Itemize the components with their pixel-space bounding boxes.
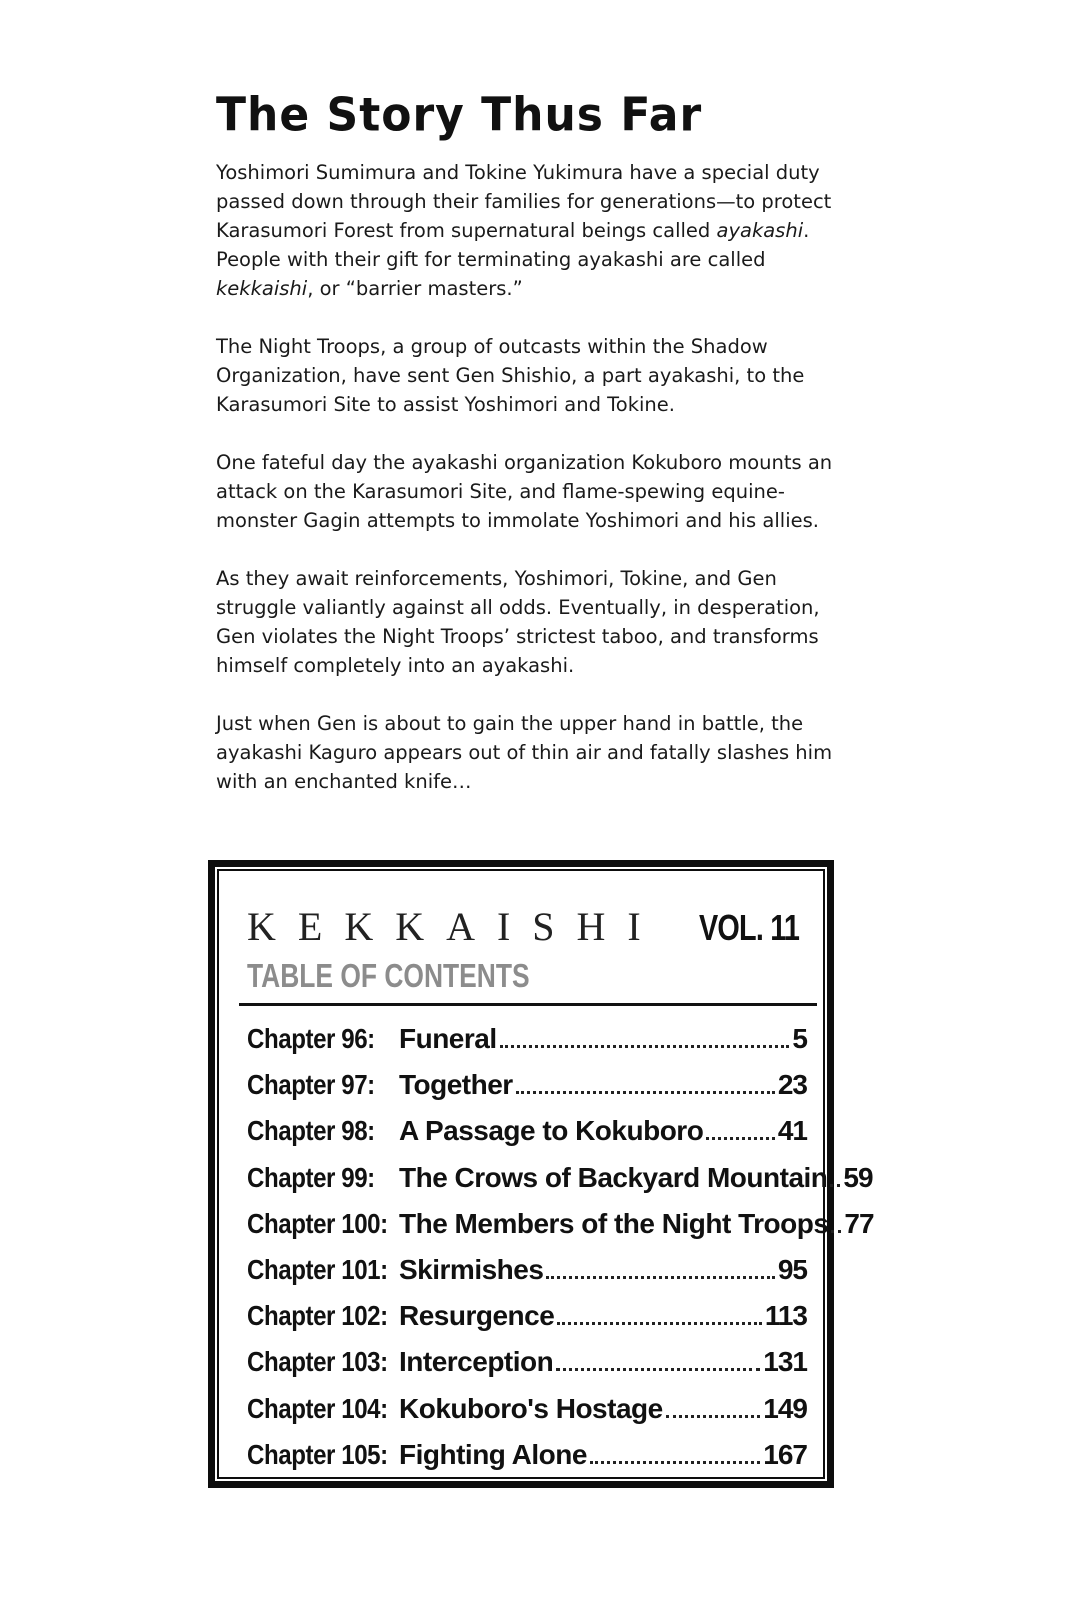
story-text: , or “barrier masters.” [307,277,523,300]
chapter-row [247,1016,807,1062]
dot-leader [666,1415,761,1418]
story-paragraph-4: As they await reinforcements, Yoshimori, Tokine, and Gen struggle valiantly against all odds. Eventually, in desperation, Gen violates the Night Troops’ strictest taboo, and transforms himself completely into an ayakashi. [216,567,820,677]
toc-heading: TABLE OF CONTENTS [247,957,530,994]
chapter-number: Chapter 101: [247,1254,388,1286]
story-paragraph-2: The Night Troops, a group of outcasts within the Shadow Organization, have sent Gen Shishio, a part ayakashi, to the Karasumori Site to assist Yoshimori and Tokine. [216,335,805,416]
chapter-title: The Members of the Night Troops [399,1207,829,1239]
story-paragraph-5: Just when Gen is about to gain the upper hand in battle, the ayakashi Kaguro appears out of thin air and fatally slashes him with an enchanted knife… [216,712,833,793]
chapter-number: Chapter 100: [247,1207,388,1239]
chapter-page: 77 [844,1207,874,1239]
chapter-title: Skirmishes [399,1254,544,1286]
chapter-title: The Crows of Backyard Mountain [399,1161,828,1193]
chapter-number: Chapter 96: [247,1023,375,1055]
chapter-title: Together [399,1069,513,1101]
chapter-row [247,1386,807,1432]
chapter-row [247,1155,873,1201]
chapter-row-content [247,1069,807,1101]
dot-leader [556,1368,760,1371]
chapter-row-content [247,1346,807,1378]
chapter-title: Kokuboro's Hostage [399,1392,663,1424]
story-summary [216,158,856,825]
chapter-row-content [247,1439,807,1471]
chapter-number: Chapter 102: [247,1300,388,1332]
chapter-row-content [247,1161,873,1194]
chapter-number: Chapter 97: [247,1069,375,1101]
toc-inner-frame [217,869,874,1479]
chapter-title: Resurgence [399,1300,555,1332]
dot-leader [516,1091,775,1094]
chapter-row [247,1108,807,1154]
chapter-number: Chapter 104: [247,1392,388,1424]
chapter-row [247,1062,807,1108]
chapter-row [247,1293,807,1339]
chapter-page: 41 [777,1115,807,1147]
story-paragraph-3: One fateful day the ayakashi organization Kokuboro mounts an attack on the Karasumori Site, and flame-spewing equine-monster Gagin attempts to immolate Yoshimori and his allies. [216,451,833,532]
story-term: ayakashi [716,219,804,242]
chapter-row-content [247,1300,807,1332]
chapter-row [247,1201,874,1247]
chapter-row [247,1247,807,1293]
chapter-row-content [247,1393,807,1425]
chapter-row [247,1339,807,1385]
story-text: . People with their gift for terminating ayakashi are called [216,219,810,271]
chapter-row-content [247,1254,807,1286]
chapter-list [247,1016,874,1478]
dot-leader [546,1276,774,1279]
dot-leader [557,1322,762,1325]
chapter-page: 95 [777,1254,807,1286]
story-text: Yoshimori Sumimura and Tokine Yukimura have a special duty passed down through their families for generations—to protect Karasumori Forest from supernatural beings called [216,161,832,242]
chapter-page: 23 [777,1069,807,1101]
chapter-row-content [247,1115,807,1147]
chapter-title: Fighting Alone [399,1438,587,1470]
chapter-number: Chapter 99: [247,1161,375,1193]
chapter-row-content [247,1023,807,1055]
story-title: The Story Thus Far [216,88,703,143]
chapter-row [247,1432,807,1478]
chapter-page: 5 [792,1023,807,1055]
toc-divider [239,1003,817,1006]
chapter-page: 149 [763,1392,807,1424]
chapter-title: Interception [399,1346,554,1378]
dot-leader [830,1184,840,1187]
story-term: kekkaishi [216,277,308,300]
story-paragraph-1 [216,158,856,303]
chapter-number: Chapter 103: [247,1346,388,1378]
series-title: KEKKAISHI [247,904,663,949]
chapter-page: 59 [843,1161,873,1193]
chapter-number: Chapter 98: [247,1115,375,1147]
dot-leader [706,1137,775,1140]
chapter-number: Chapter 105: [247,1438,388,1470]
dot-leader [590,1461,760,1464]
chapter-page: 131 [763,1346,807,1378]
chapter-row-content [247,1207,874,1240]
table-of-contents [208,860,874,1488]
chapter-page: 167 [763,1438,807,1470]
volume-number: VOL. 11 [698,907,799,948]
chapter-title: Funeral [399,1023,497,1055]
chapter-title: A Passage to Kokuboro [399,1115,704,1147]
dot-leader [831,1230,841,1233]
chapter-page: 113 [764,1300,807,1332]
dot-leader [500,1045,790,1048]
